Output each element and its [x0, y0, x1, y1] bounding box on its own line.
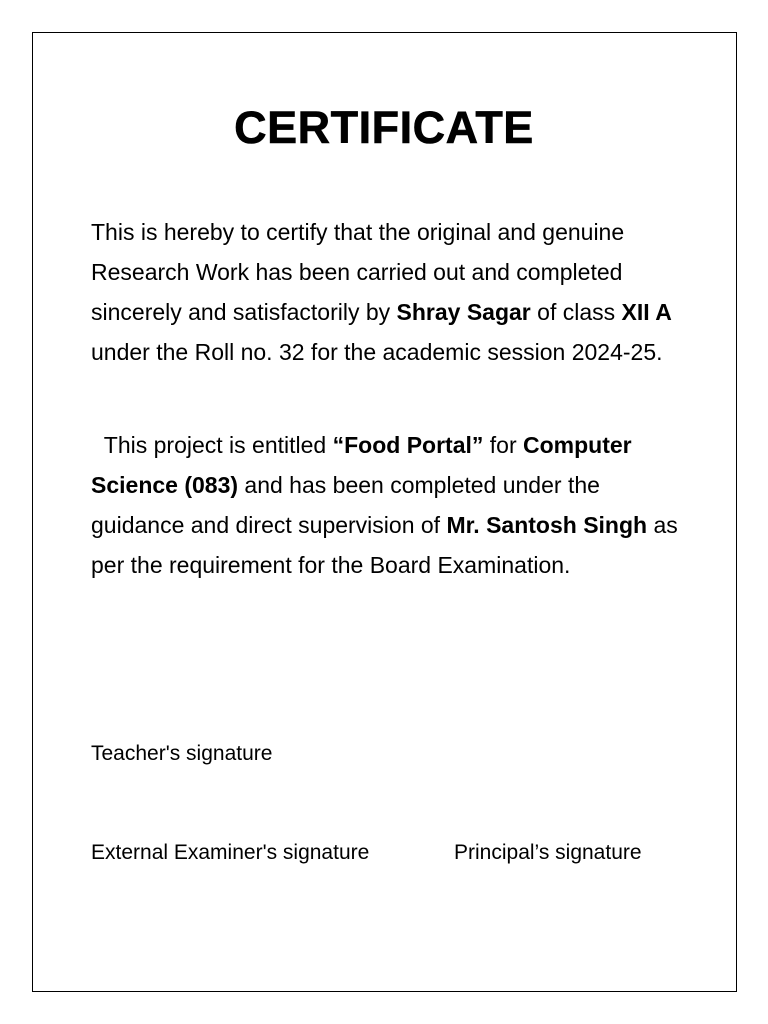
- paragraph2-text-2: for: [483, 432, 524, 458]
- project-paragraph: [91, 425, 691, 585]
- certificate-title: CERTIFICATE: [234, 102, 534, 153]
- external-examiner-signature-label: External Examiner's signature: [91, 841, 370, 864]
- paragraph1-text-3: under the Roll no. 32 for the academic session 2024-25.: [91, 339, 663, 365]
- paragraph1-text-2: of class: [530, 299, 622, 325]
- student-name: Shray Sagar: [396, 299, 531, 325]
- project-title: “Food Portal”: [332, 432, 484, 458]
- paragraph2-text-4: as per the requirement for the Board Examination.: [91, 512, 685, 578]
- paragraph2-text-3: and has been completed under the guidance and direct supervision of: [91, 472, 607, 538]
- subject-name: Computer Science (083): [91, 432, 639, 498]
- paragraph2-text-1: This project is entitled: [91, 432, 333, 458]
- principal-signature-label: Principal’s signature: [454, 841, 642, 864]
- supervisor-name: Mr. Santosh Singh: [446, 512, 648, 538]
- certification-paragraph: [91, 212, 691, 372]
- paragraph1-text-1: This is hereby to certify that the original and genuine Research Work has been carried out and completed sincerely and satisfactorily by: [91, 219, 625, 325]
- teacher-signature-label: Teacher's signature: [91, 742, 273, 765]
- class-name: XII A: [621, 299, 672, 325]
